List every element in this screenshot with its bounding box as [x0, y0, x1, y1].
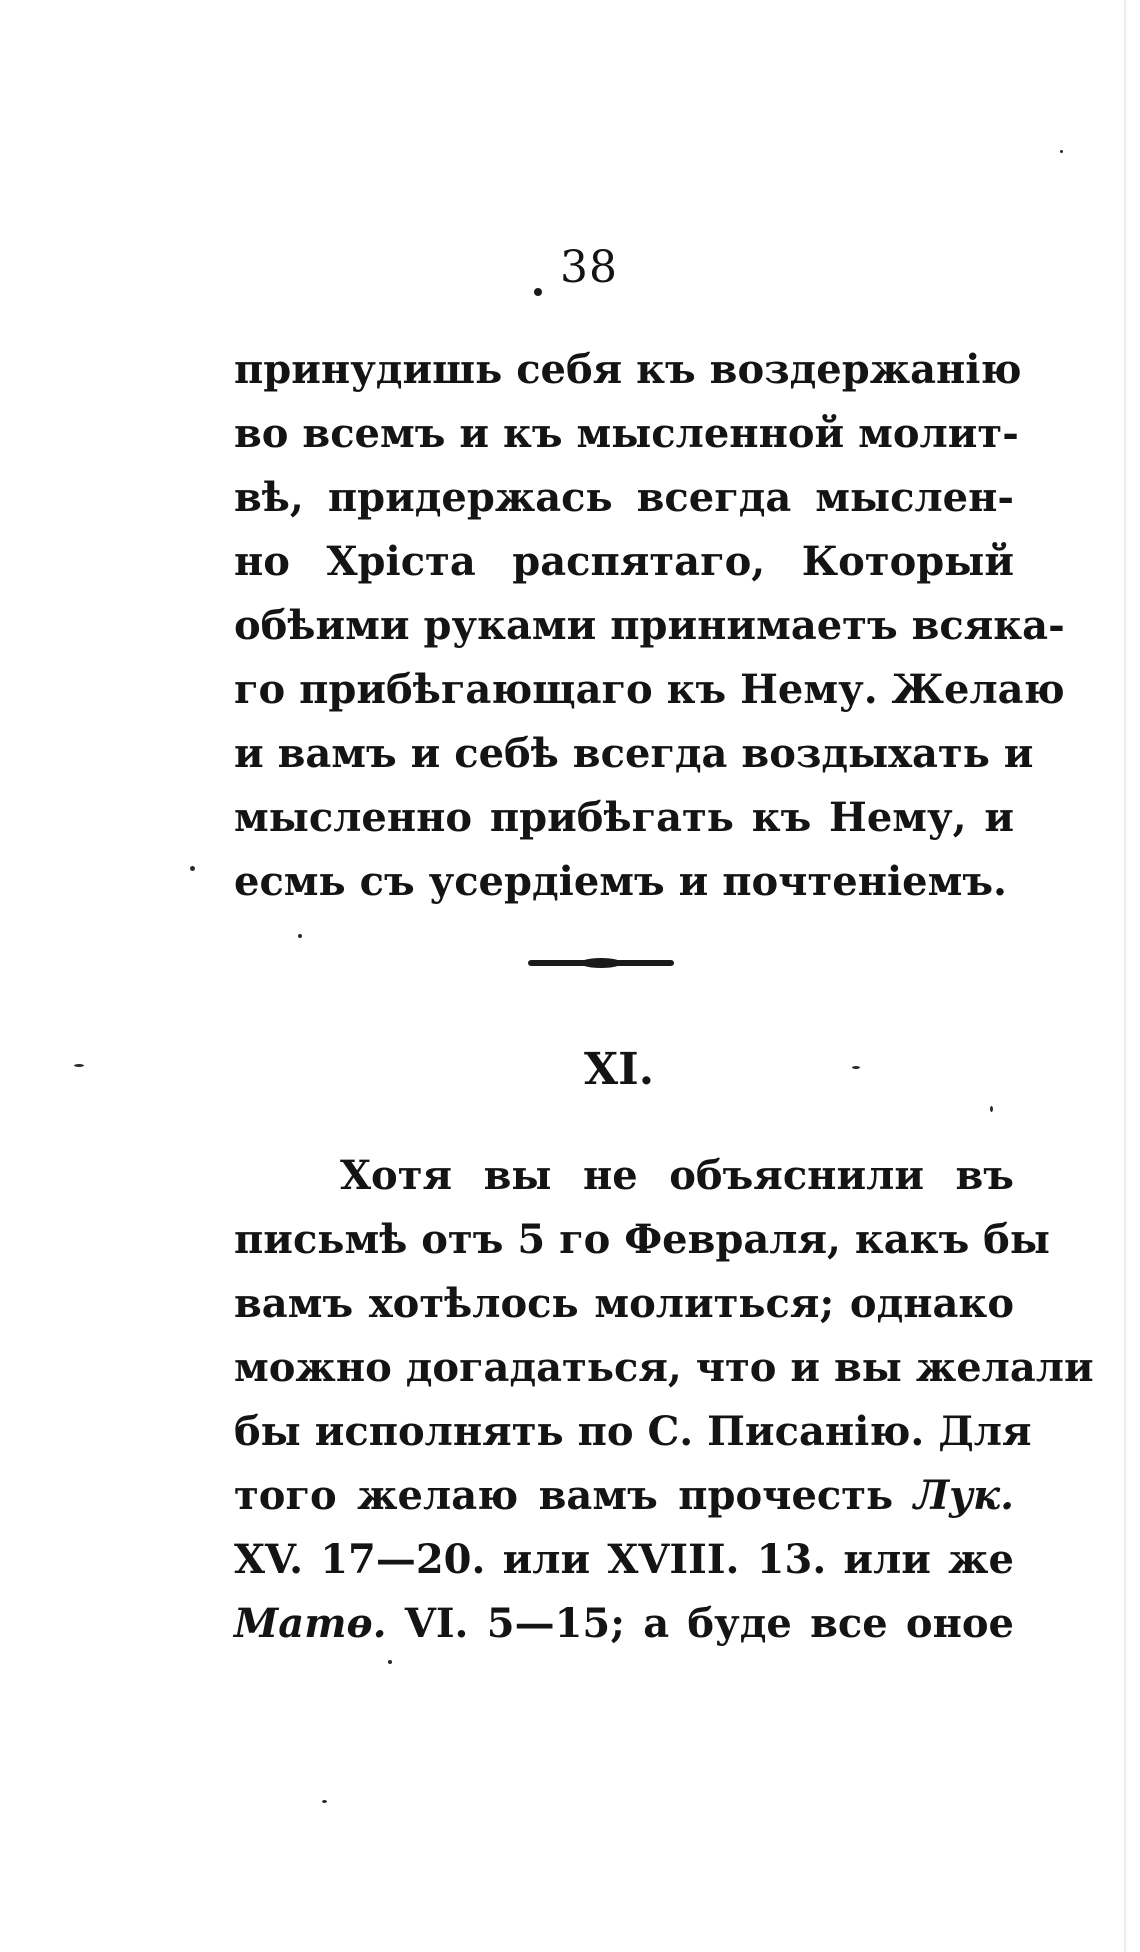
scan-speck — [190, 866, 195, 871]
text-line: принудишь себя къ воздержанію — [234, 346, 1022, 393]
section-heading: XI. — [584, 1044, 655, 1095]
text-line: вамъ хотѣлось молиться; однако — [234, 1280, 1014, 1327]
text-line-with-reference — [234, 1464, 1014, 1528]
text-line: письмѣ отъ 5 го Февраля, какъ бы — [234, 1216, 1050, 1263]
text-line: Хотя вы не объяснили въ — [340, 1152, 1014, 1199]
scan-speck — [990, 1106, 993, 1112]
text-line: обѣими руками принимаетъ всяка- — [234, 602, 1065, 649]
section-divider — [528, 960, 674, 966]
text-line: бы исполнять по С. Писанію. Для — [234, 1408, 1032, 1455]
scan-speck — [388, 1660, 392, 1664]
text-line: можно догадаться, что и вы желали — [234, 1344, 1094, 1391]
scan-speck — [852, 1066, 860, 1069]
text-line: во всемъ и къ мысленной молит- — [234, 410, 1019, 457]
page-number: 38 — [560, 242, 618, 293]
text-line: но Хріста распятаго, Который — [234, 538, 1014, 585]
scan-speck — [298, 934, 302, 938]
text-line: мысленно прибѣгать къ Нему, и — [234, 794, 1014, 841]
scan-speck — [1060, 150, 1063, 153]
text-line: вѣ, придержась всегда мыслен- — [234, 474, 1014, 521]
text-line: и вамъ и себѣ всегда воздыхать и — [234, 730, 1034, 777]
text-segment: того желаю вамъ прочесть — [234, 1472, 894, 1519]
text-line: го прибѣгающаго къ Нему. Желаю — [234, 666, 1065, 713]
scripture-reference-luke: Лук. — [913, 1472, 1014, 1519]
scan-speck — [74, 1064, 84, 1067]
page-number-dot — [534, 288, 542, 296]
scripture-reference-matthew: Матѳ. — [234, 1600, 387, 1647]
scan-speck — [322, 1800, 327, 1803]
text-segment: VI. 5—15; а буде все оное — [404, 1600, 1014, 1647]
text-line-with-reference — [234, 1592, 1014, 1656]
text-line: есмь съ усердіемъ и почтеніемъ. — [234, 858, 1007, 905]
text-line: XV. 17—20. или XVIII. 13. или же — [234, 1536, 1014, 1583]
page-edge-shadow — [1124, 0, 1126, 1952]
